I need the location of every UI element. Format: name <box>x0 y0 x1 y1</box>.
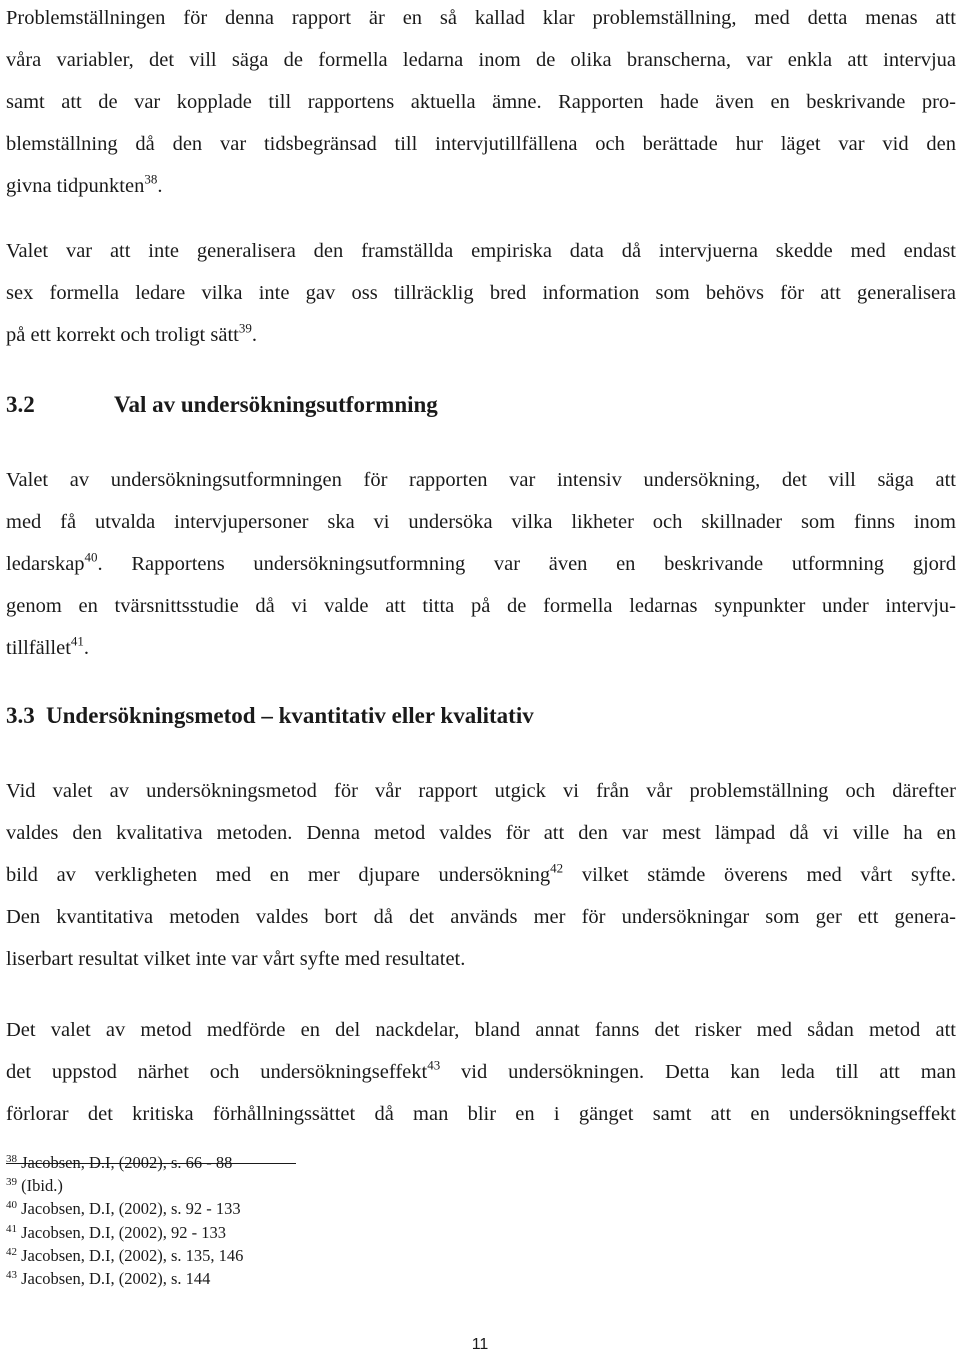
text-line: Valet av undersökningsutformningen för rapporten var intensiv undersökning, det vill säga att <box>6 469 956 491</box>
heading-number: 3.3 <box>6 703 35 728</box>
paragraph-undersokningsmetod <box>6 770 956 980</box>
footnote-item <box>6 1151 243 1174</box>
footnote-reference: 43 <box>427 1057 441 1073</box>
text-segment: . <box>251 324 257 346</box>
heading-title: Val av undersökningsutformning <box>114 392 438 417</box>
text-line: förlorar det kritiska förhållningssättet då man blir en i gänget samt att en undersökningseffekt <box>6 1103 956 1125</box>
footnote-reference: 42 <box>550 860 564 876</box>
paragraph-nackdelar <box>6 1009 956 1135</box>
text-line: Problemställningen för denna rapport är en så kallad klar problemställning, med detta menas att <box>6 7 956 29</box>
text-segment: givna tidpunkten <box>6 175 145 197</box>
text-segment: . <box>83 637 90 659</box>
footnote-text: Jacobsen, D.I, (2002), 92 - 133 <box>21 1222 226 1242</box>
footnote-text: (Ibid.) <box>21 1176 63 1196</box>
text-line: Den kvantitativa metoden valdes bort då det används mer för undersökningar som ger ett genera- <box>6 906 956 928</box>
footnote-text: Jacobsen, D.I, (2002), s. 135, 146 <box>21 1245 244 1265</box>
text-line: med få utvalda intervjupersoner ska vi undersöka vilka likheter och skillnader som finns inom <box>6 511 956 533</box>
footnote-number: 42 <box>6 1245 17 1258</box>
text-line: blemställning då den var tidsbegränsad till intervjutillfällena och berättade hur läget var vid den <box>6 133 956 155</box>
text-line: genom en tvärsnittsstudie då vi valde att titta på de formella ledarnas synpunkter under intervju- <box>6 595 956 617</box>
text-line <box>6 627 956 669</box>
footnote-reference: 40 <box>84 549 98 565</box>
footnote-list <box>6 1151 243 1290</box>
section-heading-3-3 <box>6 703 534 729</box>
text-segment: det uppstod närhet och undersökningseffekt <box>6 1061 428 1083</box>
footnote-text: Jacobsen, D.I, (2002), s. 144 <box>21 1269 211 1289</box>
heading-number: 3.2 <box>6 392 35 417</box>
text-segment: på ett korrekt och troligt sätt <box>6 324 239 346</box>
footnote-number: 43 <box>6 1268 17 1281</box>
footnote-number: 39 <box>6 1176 17 1189</box>
page-number: 11 <box>471 1336 489 1353</box>
footnote-number: 38 <box>6 1152 17 1165</box>
footnote-item <box>6 1174 243 1197</box>
text-line <box>6 314 956 356</box>
text-segment: ledarskap <box>6 553 85 575</box>
paragraph-generalisering <box>6 230 956 356</box>
text-line: Valet var att inte generalisera den framställda empiriska data då intervjuerna skedde med endast <box>6 240 956 262</box>
text-line <box>6 165 956 207</box>
section-heading-3-2 <box>6 392 438 418</box>
text-line: våra variabler, det vill säga de formella ledarna inom de olika branscherna, var enkla att intervjua <box>6 49 956 71</box>
text-line: Det valet av metod medförde en del nackdelar, bland annat fanns det risker med sådan metod att <box>6 1019 956 1041</box>
footnote-reference: 38 <box>144 171 158 187</box>
footnote-number: 40 <box>6 1199 17 1212</box>
text-segment: tillfället <box>6 637 71 659</box>
footnote-text: Jacobsen, D.I, (2002), s. 92 - 133 <box>21 1199 241 1219</box>
footnote-text: Jacobsen, D.I, (2002), s. 66 - 88 <box>21 1153 233 1172</box>
text-segment: . <box>157 175 163 197</box>
text-line <box>6 854 956 896</box>
footnote-item <box>6 1267 243 1290</box>
paragraph-undersokningsutformning <box>6 459 956 669</box>
heading-title: Undersökningsmetod – kvantitativ eller kvalitativ <box>46 703 534 728</box>
footnote-item <box>6 1197 243 1220</box>
footnote-item <box>6 1221 243 1244</box>
text-line: sex formella ledare vilka inte gav oss tillräcklig bred information som behövs för att generalisera <box>6 282 956 304</box>
footnote-item <box>6 1244 243 1267</box>
text-line: samt att de var kopplade till rapportens aktuella ämne. Rapporten hade även en beskrivande pro- <box>6 91 956 113</box>
footnote-reference: 39 <box>238 320 252 336</box>
text-line: liserbart resultat vilket inte var vårt syfte med resultatet. <box>6 948 466 970</box>
footnote-number: 41 <box>6 1222 17 1235</box>
text-segment: . Rapportens undersökningsutformning var även en beskrivande utformning gjord <box>97 553 956 575</box>
text-segment: vilket stämde överens med vårt syfte. <box>563 864 956 886</box>
text-line: valdes den kvalitativa metoden. Denna metod valdes för att den var mest lämpad då vi ville ha en <box>6 822 956 844</box>
text-segment: vid undersökningen. Detta kan leda till att man <box>440 1061 956 1083</box>
text-line <box>6 543 956 585</box>
text-line <box>6 1051 956 1093</box>
footnote-reference: 41 <box>70 633 84 649</box>
text-line: Vid valet av undersökningsmetod för vår rapport utgick vi från vår problemställning och därefter <box>6 780 956 802</box>
text-segment: bild av verkligheten med en mer djupare undersökning <box>6 864 551 886</box>
paragraph-problemstallning <box>6 0 956 207</box>
